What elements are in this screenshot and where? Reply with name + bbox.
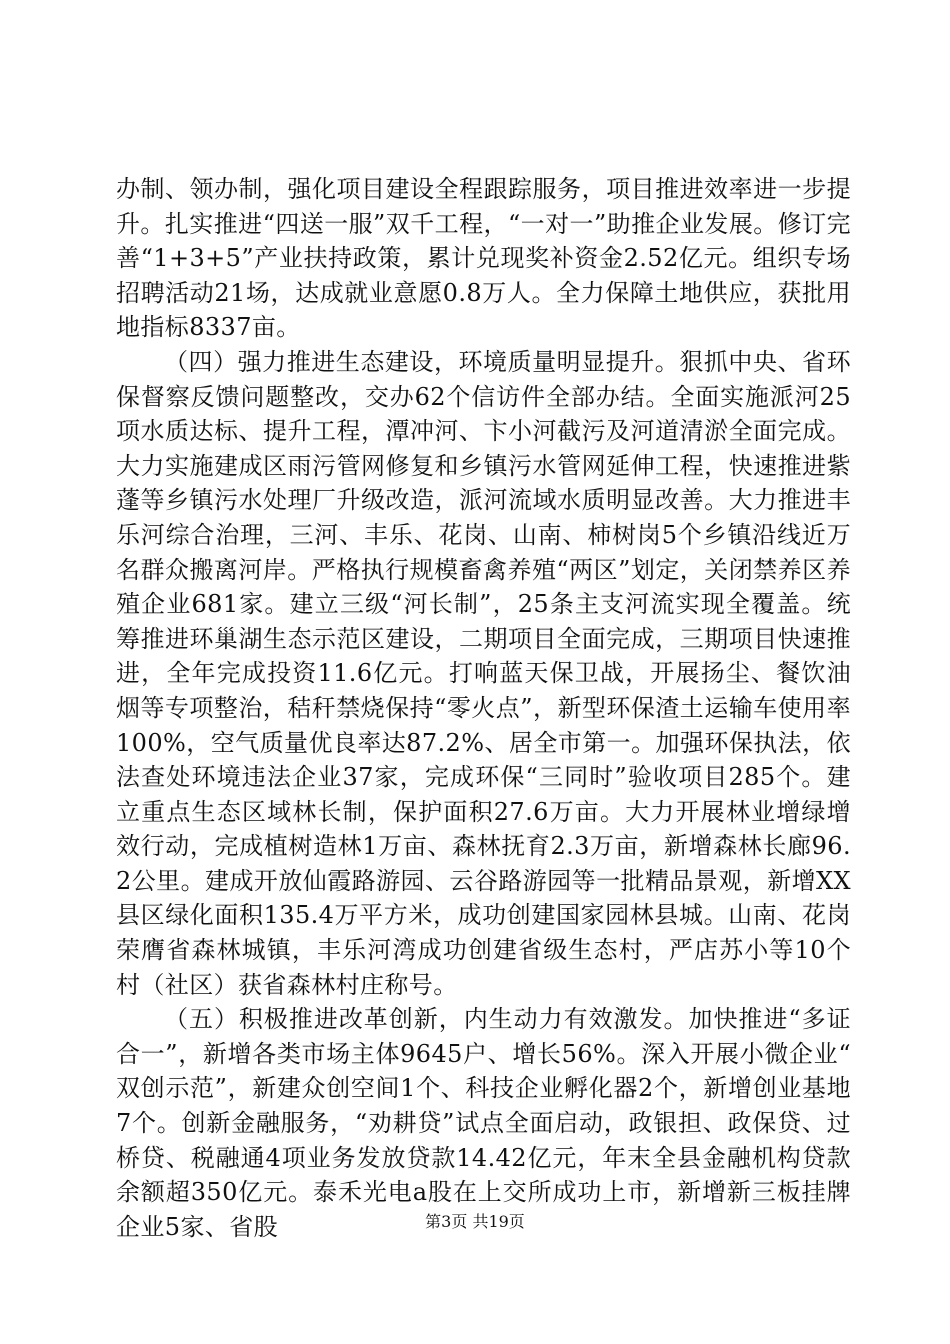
body-text	[116, 172, 851, 1244]
paragraph-continuation: 办制、领办制，强化项目建设全程跟踪服务，项目推进效率进一步提升。扎实推进“四送一服”双千工程，“一对一”助推企业发展。修订完善“1+3+5”产业扶持政策，累计兑现奖补资金2.52亿元。组织专场招聘活动21场，达成就业意愿0.8万人。全力保障土地供应，获批用地指标8337亩。	[116, 175, 851, 342]
paragraph-ecology: （四）强力推进生态建设，环境质量明显提升。狠抓中央、省环保督察反馈问题整改，交办62个信访件全部办结。全面实施派河25项水质达标、提升工程，潭冲河、卞小河截污及河道清淤全面完成。大力实施建成区雨污管网修复和乡镇污水管网延伸工程，快速推进紫蓬等乡镇污水处理厂升级改造，派河流域水质明显改善。大力推进丰乐河综合治理，三河、丰乐、花岗、山南、柿树岗5个乡镇沿线近万名群众搬离河岸。严格执行规模畜禽养殖“两区”划定，关闭禁养区养殖企业681家。建立三级“河长制”，25条主支河流实现全覆盖。统筹推进环巢湖生态示范区建设，二期项目全面完成，三期项目快速推进，全年完成投资11.6亿元。打响蓝天保卫战，开展扬尘、餐饮油烟等专项整治，秸秆禁烧保持“零火点”，新型环保渣土运输车使用率100%，空气质量优良率达87.2%、居全市第一。加强环保执法，依法查处环境违法企业37家，完成环保“三同时”验收项目285个。建立重点生态区域林长制，保护面积27.6万亩。大力开展林业增绿增效行动，完成植树造林1万亩、森林抚育2.3万亩，新增森林长廊96.2公里。建成开放仙霞路游园、云谷路游园等一批精品景观，新增XX县区绿化面积135.4万平方米，成功创建国家园林县城。山南、花岗荣膺省森林城镇，丰乐河湾成功创建省级生态村，严店苏小等10个村（社区）获省森林村庄称号。	[116, 347, 851, 999]
paragraph-reform: （五）积极推进改革创新，内生动力有效激发。加快推进“多证合一”，新增各类市场主体9645户、增长56%。深入开展小微企业“双创示范”，新建众创空间1个、科技企业孵化器2个，新增创业基地7个。创新金融服务，“劝耕贷”试点全面启动，政银担、政保贷、过桥贷、税融通4项业务发放贷款14.42亿元，年末全县金融机构贷款余额超350亿元。泰禾光电a股在上交所成功上市，新增新三板挂牌企业5家、省股	[116, 1005, 851, 1241]
page-number-footer: 第3页 共19页	[425, 1212, 525, 1231]
